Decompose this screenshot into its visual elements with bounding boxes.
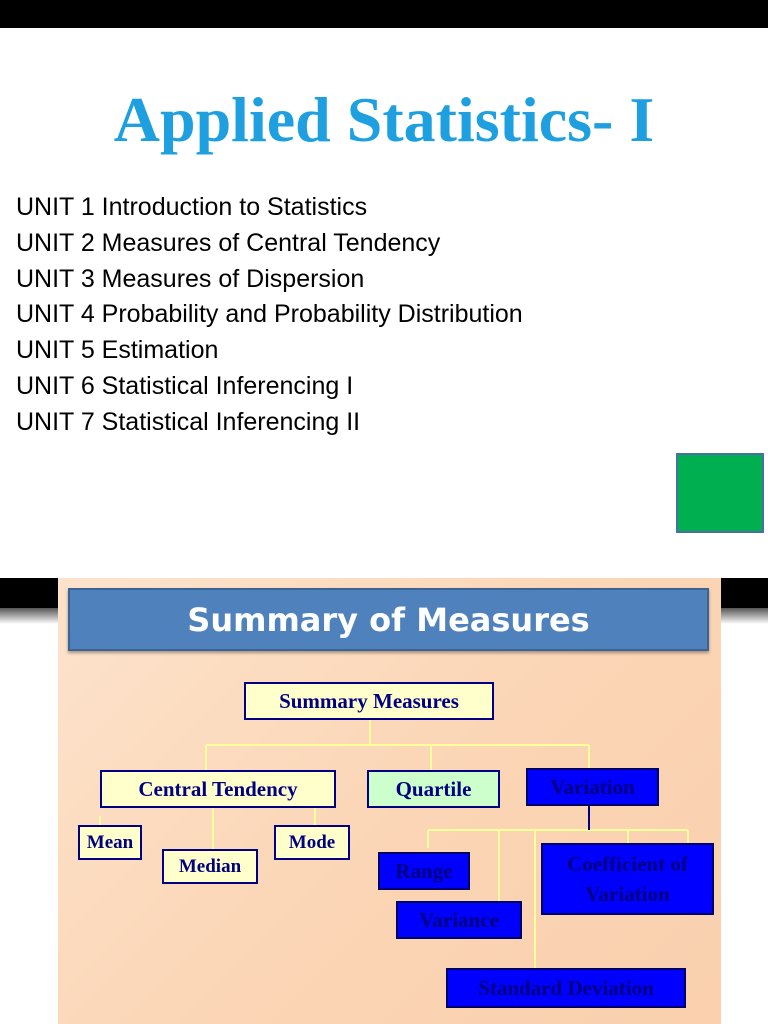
unit-item-1: UNIT 1 Introduction to Statistics bbox=[16, 193, 368, 221]
slide-title: Applied Statistics- I bbox=[113, 84, 655, 155]
mode-label: Mode bbox=[288, 831, 336, 853]
summary-measures-label: Summary Measures bbox=[279, 688, 459, 713]
central-tendency-label: Central Tendency bbox=[138, 776, 298, 801]
unit-list bbox=[16, 190, 523, 441]
slide-summary-of-measures bbox=[0, 578, 768, 1024]
range-box bbox=[378, 852, 470, 890]
variation-label: Variation bbox=[550, 774, 635, 799]
top-black-bar bbox=[0, 0, 768, 28]
unit-item-5: UNIT 5 Estimation bbox=[16, 336, 219, 365]
variance-label: Variance bbox=[419, 907, 499, 932]
unit-item-3: UNIT 3 Measures of Dispersion bbox=[16, 264, 365, 293]
standard-deviation-label: Standard Deviation bbox=[478, 975, 654, 1000]
summary-title: Summary of Measures bbox=[187, 600, 590, 639]
central-tendency-box bbox=[100, 770, 336, 808]
quartile-label: Quartile bbox=[395, 776, 472, 801]
green-square bbox=[676, 453, 764, 533]
quartile-box bbox=[367, 770, 500, 808]
unit-item-6: UNIT 6 Statistical Inferencing I bbox=[16, 371, 354, 400]
mean-label: Mean bbox=[86, 831, 134, 853]
summary-measures-box bbox=[244, 682, 494, 720]
median-box bbox=[162, 849, 258, 884]
unit-item-7: UNIT 7 Statistical Inferencing II bbox=[16, 407, 361, 436]
standard-deviation-box bbox=[446, 968, 686, 1008]
summary-panel bbox=[58, 578, 721, 1024]
mode-box bbox=[274, 825, 350, 860]
coefficient-of-variation-box bbox=[541, 843, 714, 915]
median-label: Median bbox=[178, 855, 242, 877]
coefficient-of-variation-label: Coefficient of Variation bbox=[567, 852, 688, 906]
unit-item-4: UNIT 4 Probability and Probability Distribution bbox=[16, 300, 523, 329]
variation-box bbox=[526, 768, 659, 806]
variance-box bbox=[396, 901, 522, 939]
range-label: Range bbox=[395, 858, 453, 883]
mean-box bbox=[78, 825, 142, 860]
unit-item-2: UNIT 2 Measures of Central Tendency bbox=[16, 228, 441, 257]
